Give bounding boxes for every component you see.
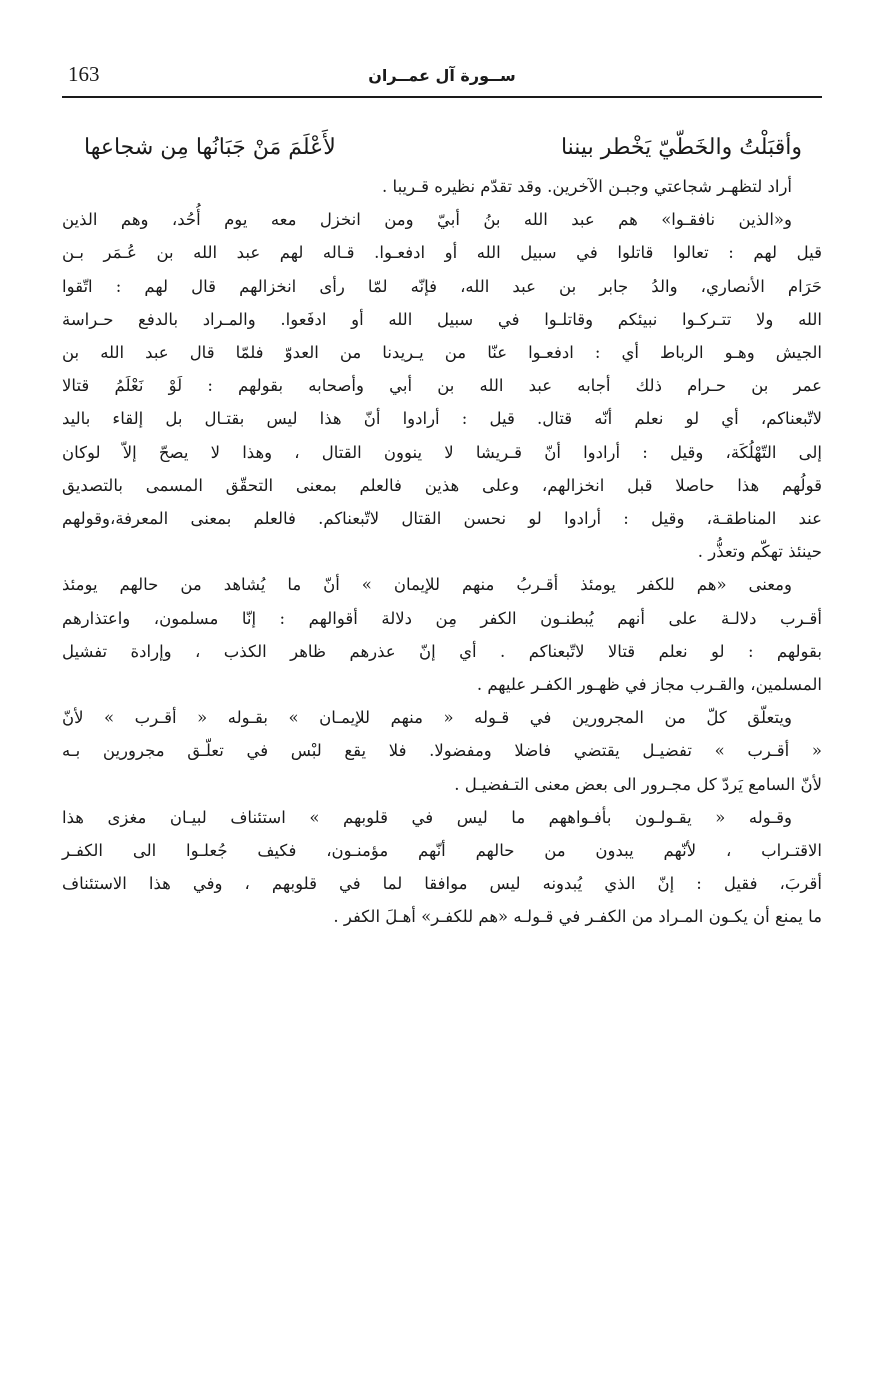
text-line: الله ولا تتـركـوا نبيئكم وقاتلـوا في سبيل الله أو ادفَعوا. والمـراد بالدفع حـراسة: [62, 309, 822, 329]
text-line: و«الذين نافقـوا» هم عبد الله بنُ أبيّ ومن انخزل معه يوم أُحُد، وهم الذين: [62, 210, 792, 230]
running-title: ســورة آل عمــران: [368, 66, 516, 85]
text-line: إلى التّهْلُكَة، وقيل : أرادوا أنّ قـريشا لا ينوون القتال ، وهذا لا يصحّ إلاّ لوكان: [62, 442, 822, 462]
text-line: « أقـرب » تفضيـل يقتضي فاضلا ومفضولا. فلا يقع لبْس في تعلّـق مجرورين بـه: [62, 741, 822, 761]
text-line: ويتعلّق كلّ من المجرورين في قـوله « منهم للإيمـان » بقـوله « أقـرب » لأنّ: [62, 708, 792, 728]
text-line: ما يمنع أن يكـون المـراد من الكفـر في قـولـه «هم للكفـر» أهـلَ الكفر .: [333, 907, 822, 927]
text-line: حَرَام الأنصاري، والدُ جابر بن عبد الله، فإنّه لمّا رأى انخزالهم قال لهم : اتّقوا: [62, 276, 822, 296]
text-line: عمر بن حـرام ذلك أجابه عبد الله بن أبي وأصحابه بقولهم : لَوْ نَعْلَمُ قتالا: [62, 376, 822, 396]
paragraph-hypocrites: [62, 203, 822, 568]
text-line: قيل لهم : تعالوا قاتلوا في سبيل الله أو ادفعـوا. قـاله لهم عبد الله بن عُـمَر بـن: [62, 243, 822, 263]
verse-second-hemistich: لأَعْلَمَ مَنْ جَبَانُها مِن شجاعها: [84, 135, 336, 160]
paragraph-saying: [62, 801, 822, 934]
verse-first-hemistich: وأقبَلْتُ والخَطّيّ يَخْطر بيننا: [560, 135, 802, 160]
text-line: لأنّ السامع يَردّ كل مجـرور الى بعض معنى التـفضيـل .: [454, 774, 822, 794]
text-line: وقـوله « يقـولـون بأفـواههم ما ليس في قلوبهم » استئناف لبيـان مغزى هذا: [62, 807, 792, 827]
paragraph-explanation: [62, 170, 822, 203]
poetry-verse: [62, 126, 822, 170]
text-line: المسلمين، والقـرب مجاز في ظهـور الكفـر عليهم .: [476, 675, 822, 695]
text-line: ومعنى «هم للكفر يومئذ أقـربُ منهم للإيمان » أنّ ما يُشاهد من حالهم يومئذ: [62, 575, 792, 595]
page-header: [62, 56, 822, 98]
text-line: حينئذ تهكّم وتعذُّر .: [697, 542, 822, 562]
book-page: [62, 56, 822, 1346]
text-line: الاقتـراب ، لأنّهم يبدون من حالهم أنّهم مؤمنـون، فكيف جُعلـوا الى الكفـر: [62, 841, 822, 861]
text-line: أراد لتظهـر شجاعتي وجبـن الآخرين. وقد تقدّم نظيره قـريبا .: [382, 177, 792, 196]
text-line: أقـرب دلالـة على أنهم يُبطنـون الكفر مِن دلالة أقوالهم : إنّا مسلمون، واعتذارهم: [62, 608, 822, 628]
text-line: بقولهم : لو نعلم قتالا لاتّبعناكم . أي إنّ عذرهم ظاهر الكذب ، وإرادة تفشيل: [62, 641, 822, 661]
text-line: الجيش وهـو الرباط أي : ادفعـوا عنّا من يـريدنا من العدوّ فلمّا قال عبد الله بن: [62, 343, 822, 363]
text-line: لاتّبعناكم، أي لو نعلم أنّه قتال. قيل : أرادوا أنّ هذا ليس بقتـال بل إلقاء باليد: [62, 409, 822, 429]
page-number: 163: [68, 62, 100, 86]
paragraph-meaning: [62, 568, 822, 701]
text-line: أقربَ، فقيل : إنّ الذي يُبدونه ليس موافقا لما في قلوبهم ، وفي هذا الاستئناف: [62, 874, 822, 894]
paragraph-grammar: [62, 701, 822, 801]
text-line: عند المناطقـة، وقيل : أرادوا لو نحسن القتال لاتّبعناكم. فالعلم بمعنى المعرفة،وقولهم: [62, 509, 822, 529]
text-line: قولُهم هذا حاصلا قبل انخزالهم، وعلى هذين فالعلم بمعنى التحقّق المسمى بالتصديق: [62, 475, 822, 495]
